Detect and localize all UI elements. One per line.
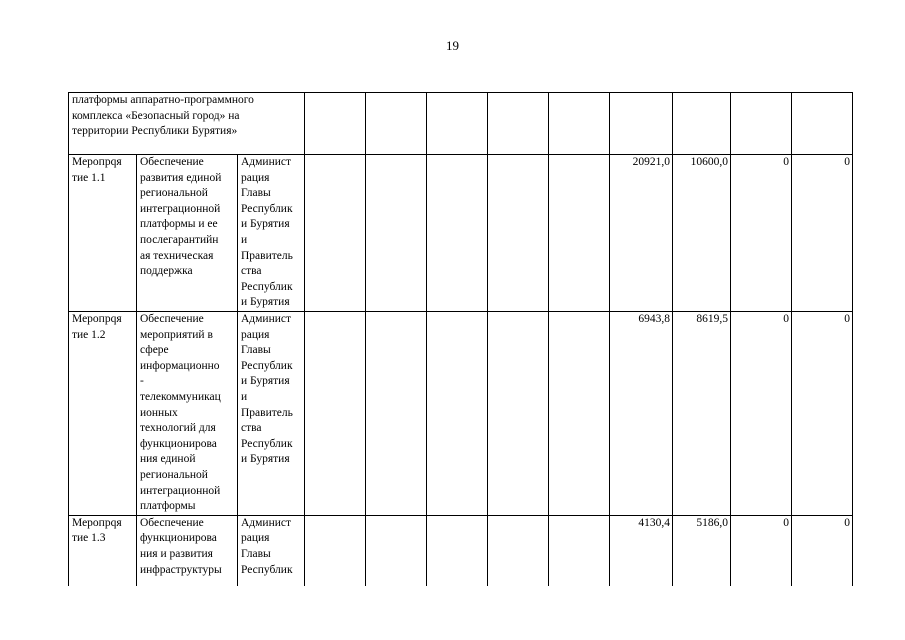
funding-value: 5186,0 — [673, 515, 731, 586]
funding-value: 0 — [792, 155, 853, 312]
funding-value: 20921,0 — [610, 155, 673, 312]
empty-cell — [488, 93, 549, 155]
empty-cell — [488, 312, 549, 516]
funding-value: 4130,4 — [610, 515, 673, 586]
empty-cell — [366, 312, 427, 516]
activity-executor: Админист рация Главы Республик — [238, 515, 305, 586]
table-row — [69, 155, 853, 312]
table-row — [69, 93, 853, 155]
funding-value: 0 — [792, 312, 853, 516]
empty-cell — [549, 155, 610, 312]
activity-executor: Админист рация Главы Республик и Бурятия и Правитель ства Республик и Бурятия — [238, 312, 305, 516]
funding-value: 8619,5 — [673, 312, 731, 516]
empty-cell — [366, 155, 427, 312]
empty-cell — [305, 312, 366, 516]
empty-cell — [305, 155, 366, 312]
funding-value: 0 — [792, 515, 853, 586]
empty-cell — [427, 93, 488, 155]
empty-cell — [488, 515, 549, 586]
empty-cell — [305, 515, 366, 586]
empty-cell — [427, 312, 488, 516]
empty-cell — [792, 93, 853, 155]
funding-value: 10600,0 — [673, 155, 731, 312]
activity-executor: Админист рация Главы Республик и Бурятия и Правитель ства Республик и Бурятия — [238, 155, 305, 312]
empty-cell — [731, 93, 792, 155]
empty-cell — [673, 93, 731, 155]
empty-cell — [488, 155, 549, 312]
page-number: 19 — [446, 38, 459, 53]
empty-cell — [610, 93, 673, 155]
empty-cell — [427, 515, 488, 586]
table-row — [69, 515, 853, 586]
funding-value: 6943,8 — [610, 312, 673, 516]
empty-cell — [549, 515, 610, 586]
table-row — [69, 312, 853, 516]
activity-label: Меропрqя тие 1.1 — [69, 155, 137, 312]
funding-value: 0 — [731, 515, 792, 586]
continuation-cell: платформы аппаратно-программного комплекса «Безопасный город» на территории Республики Бурятия» — [69, 93, 305, 155]
empty-cell — [305, 93, 366, 155]
empty-cell — [549, 312, 610, 516]
activity-label: Меропрqя тие 1.3 — [69, 515, 137, 586]
activity-name: Обеспечение мероприятий в сфере информационно - телекоммуникац ионных технологий для функционирова ния единой региональной интеграционной платформы — [137, 312, 238, 516]
funding-value: 0 — [731, 312, 792, 516]
activity-label: Меропрqя тие 1.2 — [69, 312, 137, 516]
empty-cell — [366, 93, 427, 155]
empty-cell — [427, 155, 488, 312]
funding-value: 0 — [731, 155, 792, 312]
empty-cell — [366, 515, 427, 586]
activity-name: Обеспечение развития единой региональной интеграционной платформы и ее послегарантийн ая техническая поддержка — [137, 155, 238, 312]
program-activities-table — [68, 92, 853, 586]
empty-cell — [549, 93, 610, 155]
activity-name: Обеспечение функционирова ния и развития инфраструктуры — [137, 515, 238, 586]
